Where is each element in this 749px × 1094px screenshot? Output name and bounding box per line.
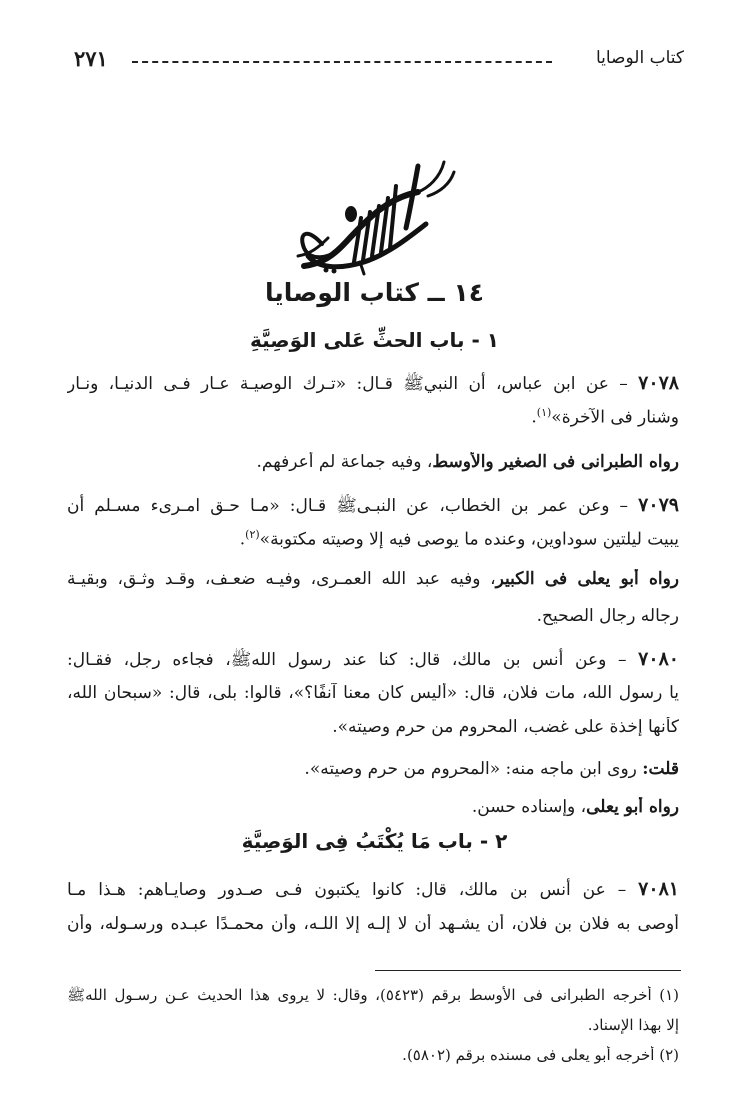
footnote-ref: (١) (536, 406, 552, 419)
hadith-number: ٧٠٧٨ (638, 372, 679, 394)
footnote-2: (٢) أخرجه أبو يعلى فى مسنده برقم (٥٨٠٢). (402, 1046, 679, 1064)
hadith-7078-line-1: ٧٠٧٨ – عن ابن عباس، أن النبيﷺ قـال: «تـرك الوصيـة عـار فـى الدنيـا، ونـار (67, 372, 679, 394)
hadith-7080-line-1: ٧٠٨٠ – وعن أنس بن مالك، قال: كنا عند رسول اللهﷺ، فجاءه رجل، فقـال: (67, 648, 679, 670)
hadith-7081-line-1: ٧٠٨١ – عن أنس بن مالك، قال: كانوا يكتبون فـى صـدور وصايـاهم: هـذا مـا (67, 878, 679, 900)
chapter-1-heading: ١ - باب الحثِّ عَلى الوَصِيَّةِ (250, 328, 499, 352)
hadith-7079-line-2: يبيت ليلتين سوداوين، وعنده ما يوصى فيه إلا وصيته مكتوبة»$^{(٢)}$. (239, 528, 679, 550)
hadith-7079-source-2: رجاله رجال الصحيح. (536, 606, 679, 626)
footnote-1-line-2: إلا بهذا الإسناد. (587, 1016, 679, 1034)
footnote-divider (375, 970, 681, 971)
footnote-1-line-1: (١) أخرجه الطبرانى فى الأوسط برقم (٥٤٢٣)، وقال: لا يروى هذا الحديث عـن رسـول اللهﷺ (67, 986, 679, 1004)
hadith-7080-line-3: كأنها إخذة على غضب، المحروم من حرم وصيته». (332, 717, 679, 737)
hadith-7079-line-1: ٧٠٧٩ – وعن عمر بن الخطاب، عن النبـىﷺ قـال: «مـا حـق امـرىء مسـلم أن (67, 494, 679, 516)
hadith-number: ٧٠٨١ (638, 878, 679, 900)
book-title: ١٤ ــ كتاب الوصايا (265, 278, 484, 307)
hadith-number: ٧٠٨٠ (638, 648, 679, 670)
basmala-calligraphy (268, 158, 468, 276)
page-number: ٢٧١ (74, 46, 108, 71)
running-title: كتاب الوصايا (595, 48, 684, 68)
hadith-7080-source: رواه أبو يعلى، وإسناده حسن. (471, 797, 679, 817)
footnote-ref: (٢) (245, 528, 260, 541)
hadith-7080-line-2: يا رسول الله، مات فلان، قال: «أليس كان معنا آنفًا؟»، قالوا: بلى، قال: «سبحان الله، (67, 683, 679, 703)
hadith-7079-source: رواه أبو يعلى فى الكبير، وفيه عبد الله العمـرى، وفيـه ضعـف، وقـد وثـق، وبقيـة (67, 569, 679, 589)
hadith-number: ٧٠٧٩ (638, 494, 679, 516)
hadith-7080-qulta: قلت: روى ابن ماجه منه: «المحروم من حرم وصيته». (304, 759, 679, 779)
chapter-2-heading: ٢ - باب مَا يُكْتَبُ فِى الوَصِيَّةِ (241, 829, 508, 853)
hadith-7078-source: رواه الطبرانى فى الصغير والأوسط، وفيه جماعة لم أعرفهم. (256, 452, 679, 472)
hadith-7081-line-2: أوصى به فلان بن فلان، أن يشـهد أن لا إلـه إلا اللـه، وأن محمـدًا عبـده ورسـوله، وأن (67, 914, 679, 934)
hadith-7078-line-2: وشنار فى الآخرة»$^{(١)}$. (531, 406, 679, 428)
running-header (74, 46, 684, 76)
header-dashed-rule (132, 61, 552, 63)
